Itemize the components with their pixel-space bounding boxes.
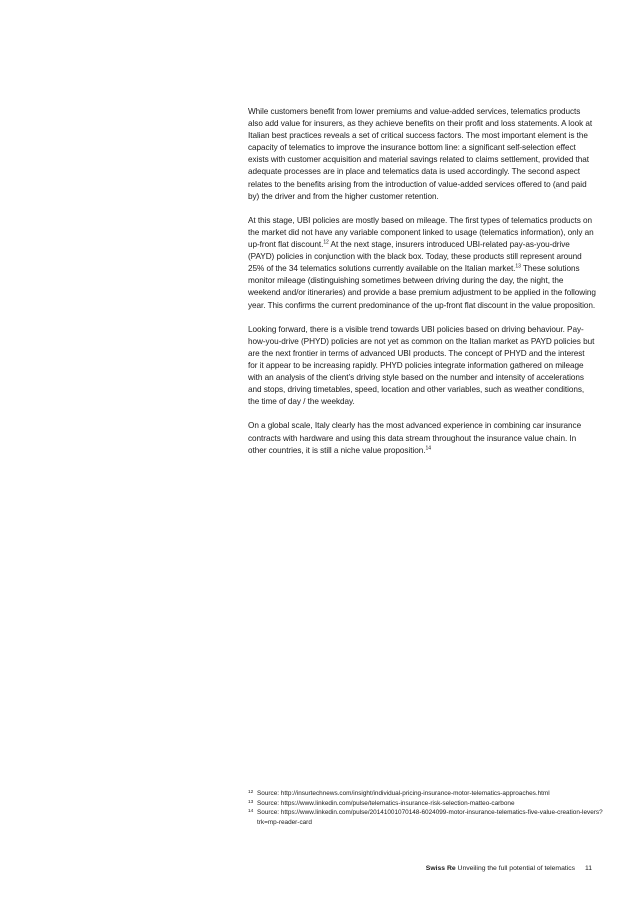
paragraph-2-part-c: These solutions monitor mileage (distinguishing sometimes between driving during the day, the night, the weekend and/or itineraries) and provide a base premium adjustment to be applied in the following year. This confirms the current predominance of the up-front flat discount in the value proposition. <box>248 264 596 310</box>
footnote-ref-13: 13 <box>515 263 521 270</box>
paragraph-4-text: On a global scale, Italy clearly has the most advanced experience in combining car insurance contracts with hardware and using this data stream throughout the insurance value chain. In other countries, it is still a niche value proposition. <box>248 421 582 455</box>
footnote-ref-12: 12 <box>323 239 329 246</box>
footer-brand: Swiss Re <box>425 865 456 872</box>
page-footer <box>426 864 592 874</box>
paragraph-2-part-b: At the next stage, insurers introduced UBI-related pay-as-you-drive (PAYD) policies in conjunction with the black box. Today, these products still represent around 25% of the 34 telematics solutions currently available on the Italian market. <box>248 240 582 274</box>
footnote-text: Source: https://www.linkedin.com/pulse/telematics-insurance-risk-selection-matteo-carbone <box>257 799 515 807</box>
footer-title: Unveiling the full potential of telematics <box>457 865 576 872</box>
paragraph-3: Looking forward, there is a visible trend towards UBI policies based on driving behaviour. Pay-how-you-drive (PHYD) policies are not yet as common on the Italian market as PAYD policies but are the next frontier in terms of advanced UBI products. The concept of PHYD and the interest for it appear to be increasing rapidly. PHYD policies integrate information gathered on mileage with an analysis of the client’s driving style based on the number and intensity of accelerations and stops, driving timetables, speed, location and other variables, such as weather conditions, the time of day / the weekday. <box>248 324 595 407</box>
footnotes <box>248 789 608 827</box>
footnote-text: Source: https://www.linkedin.com/pulse/20141001070148-6024099-motor-insurance-telematics-five-value-creation-levers?trk=mp-reader-card <box>257 809 603 826</box>
footnote-number: 13 <box>248 799 254 805</box>
paragraph-2-part-a: At this stage, UBI policies are mostly based on mileage. The first types of telematics products on the market did not have any variable component linked to usage (telematics information), only an up-front flat discount. <box>248 215 594 250</box>
paragraph-1: While customers benefit from lower premiums and value-added services, telematics products also add value for insurers, as they achieve benefits on their profit and loss statements. A look at Italian best practices reveals a set of critical success factors. The most important element is the capacity of telematics to improve the insurance bottom line: a significant self-selection effect exists with customer acquisition and material savings related to claims settlement, provided that adequate processes are in place and telematics data is used accordingly. The second aspect relates to the benefits arising from the introduction of value-added services offered to (and paid by) the driver and from the higher customer retention. <box>248 107 593 201</box>
footnote-14 <box>248 808 608 827</box>
footnote-12 <box>248 789 608 799</box>
page-number: 11 <box>584 865 592 872</box>
footnote-13 <box>248 799 608 809</box>
main-body-text <box>248 106 596 469</box>
footnote-text: Source: http://insurtechnews.com/insight/individual-pricing-insurance-motor-telematics-approaches.html <box>257 790 550 797</box>
footnote-ref-14: 14 <box>425 444 431 451</box>
paragraph-2 <box>248 215 596 312</box>
footnote-number: 14 <box>248 809 254 815</box>
paragraph-4 <box>248 420 596 456</box>
footnote-number: 12 <box>248 790 254 795</box>
